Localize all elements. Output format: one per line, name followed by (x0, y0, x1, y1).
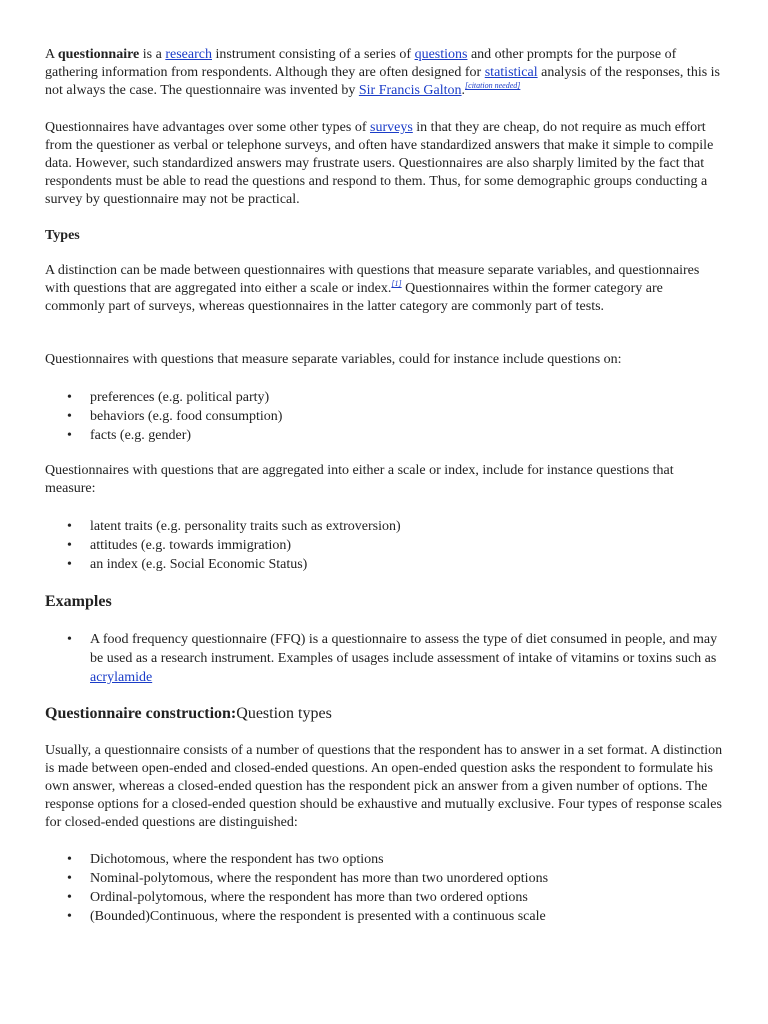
intro-text: . (461, 83, 466, 98)
intro-text: is a (139, 47, 166, 62)
link-surveys[interactable]: surveys (370, 120, 413, 135)
types-paragraph-2: Questionnaires with questions that measure separate variables, could for instance include questions on: (45, 352, 622, 367)
link-research[interactable]: research (165, 47, 212, 62)
construction-paragraph: Usually, a questionnaire consists of a number of questions that the respondent has to answer in a set format. A distinction is made between open-ended and closed-ended questions. An open-ended question asks the respondent to formulate his own answer, whereas a closed-ended question has the respondent pick an answer from a given number of options. The response options for a closed-ended question should be exhaustive and mutually exclusive. Four types of response scales for closed-ended questions are distinguished: (45, 743, 723, 830)
types-paragraph-1 (45, 262, 725, 316)
example-text: A food frequency questionnaire (FFQ) is a questionnaire to assess the type of diet consumed in people, and may be used as a research instrument. Examples of usages include assessment of intake of vitamins or toxins such as (90, 632, 718, 666)
separate-variables-list (45, 388, 725, 445)
list-item: • Nominal-polytomous, where the respondent has more than two unordered options (45, 869, 725, 888)
list-item: • latent traits (e.g. personality traits such as extroversion) (45, 517, 725, 536)
heading-question-types: Question types (236, 705, 332, 722)
heading-examples: Examples (45, 593, 112, 610)
examples-list (45, 630, 725, 687)
types-paragraph-3: Questionnaires with questions that are aggregated into either a scale or index, include for instance questions that measure: (45, 463, 674, 496)
link-acrylamide[interactable]: acrylamide (90, 670, 153, 685)
advantages-text: Questionnaires have advantages over some other types of (45, 120, 371, 135)
intro-paragraph (45, 46, 725, 100)
list-item: • facts (e.g. gender) (45, 426, 725, 445)
advantages-paragraph (45, 119, 725, 209)
heading-construction (45, 705, 725, 723)
reference-1-link[interactable]: [1] (391, 279, 402, 288)
list-item: • an index (e.g. Social Economic Status) (45, 555, 725, 574)
response-scales-list (45, 850, 725, 926)
intro-text: analysis of the responses, this is not always the case. The questionnaire was invented by (45, 65, 720, 98)
types-text: Questionnaires within the former category are commonly part of surveys, whereas questionnaires in the latter category are commonly part of tests. (45, 281, 663, 314)
types-text: A distinction can be made between questionnaires with questions that measure separate variables, and questionnaires with questions that are aggregated into either a scale or index. (45, 263, 700, 296)
link-sir-francis-galton[interactable]: Sir Francis Galton (358, 83, 462, 98)
intro-text: instrument consisting of a series of (211, 47, 415, 62)
link-questions[interactable]: questions (414, 47, 468, 62)
intro-text: A (45, 47, 58, 62)
term-bold: questionnaire (57, 47, 140, 62)
heading-types: Types (45, 228, 80, 243)
link-statistical[interactable]: statistical (484, 65, 538, 80)
intro-text: and other prompts for the purpose of gathering information from respondents. Although they are often designed for (45, 47, 677, 80)
list-item: • Dichotomous, where the respondent has two options (45, 850, 725, 869)
list-item: • (Bounded)Continuous, where the respondent is presented with a continuous scale (45, 907, 725, 926)
list-item: • attitudes (e.g. towards immigration) (45, 536, 725, 555)
list-item: • behaviors (e.g. food consumption) (45, 407, 725, 426)
list-item: • preferences (e.g. political party) (45, 388, 725, 407)
advantages-text: in that they are cheap, do not require as much effort from the questioner as verbal or telephone surveys, and often have standardized answers that make it simple to compile data. However, such standardized answers may frustrate users. Questionnaires are also sharply limited by the fact that respondents must be able to read the questions and respond to them. Thus, for some demographic groups conducting a survey by questionnaire may not be practical. (45, 120, 714, 207)
list-item: • Ordinal-polytomous, where the respondent has more than two ordered options (45, 888, 725, 907)
reference-1 (391, 279, 401, 288)
heading-construction-bold: Questionnaire construction: (45, 705, 237, 722)
citation-needed-link[interactable]: [citation needed] (465, 81, 521, 90)
list-item (45, 630, 725, 687)
citation-needed (465, 81, 520, 90)
aggregated-list (45, 517, 725, 574)
